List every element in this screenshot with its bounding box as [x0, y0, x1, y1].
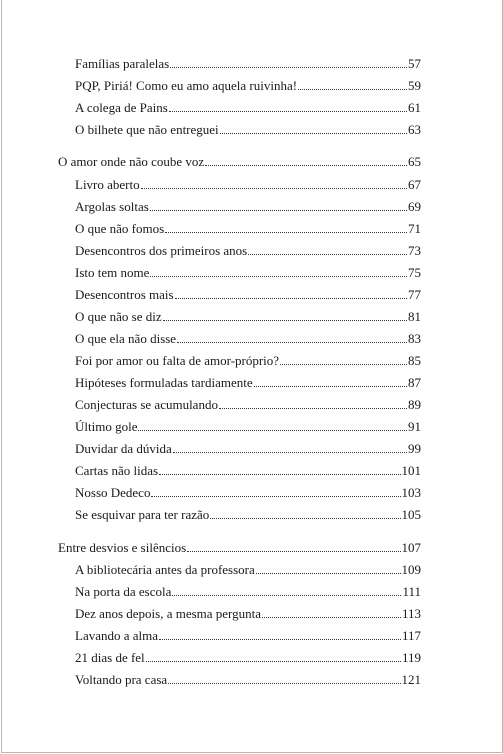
toc-entry-title: 21 dias de fel	[75, 650, 145, 665]
toc-entry-title: Dez anos depois, a mesma pergunta	[75, 606, 262, 621]
toc-page-number: 91	[408, 419, 421, 434]
toc-page-number: 119	[401, 650, 421, 665]
toc-entry-title: A colega de Pains	[75, 100, 168, 115]
toc-entry	[75, 463, 421, 479]
toc-entry-title: Duvidar da dúvida	[75, 441, 172, 456]
toc-entry	[75, 56, 421, 72]
toc-page-number: 67	[408, 177, 421, 192]
toc-page-number: 103	[401, 485, 421, 500]
toc-entry-title: Argolas soltas	[75, 199, 149, 214]
toc-dot-leader	[177, 341, 407, 343]
toc-dot-leader	[210, 517, 400, 519]
toc-dot-leader	[298, 88, 407, 90]
toc-dot-leader	[280, 363, 407, 365]
toc-page-number: 81	[408, 309, 421, 324]
toc-entry-title: Famílias paralelas	[75, 56, 170, 71]
toc-entry-title: Voltando pra casa	[75, 672, 168, 687]
toc-section-entry	[58, 154, 421, 170]
toc-entry-title: Hipóteses formuladas tardiamente	[75, 375, 253, 390]
toc-entry	[75, 100, 421, 116]
toc-entry	[75, 78, 421, 94]
toc-entry	[75, 221, 421, 237]
toc-page-number: 83	[408, 331, 421, 346]
toc-page-number: 101	[401, 463, 421, 478]
toc-dot-leader	[159, 638, 401, 640]
toc-page-number: 117	[401, 628, 421, 643]
toc-dot-leader	[256, 572, 401, 574]
toc-dot-leader	[163, 319, 407, 321]
toc-entry-title: O bilhete que não entreguei	[75, 122, 219, 137]
toc-entry	[75, 199, 421, 215]
toc-entry	[75, 650, 421, 666]
toc-entry-title: A bibliotecária antes da professora	[75, 562, 255, 577]
toc-entry	[75, 419, 421, 435]
toc-dot-leader	[169, 110, 407, 112]
toc-entry-title: Nosso Dedeco	[75, 485, 151, 500]
toc-page-number: 73	[408, 243, 421, 258]
toc-entry	[75, 562, 421, 578]
toc-entry	[75, 628, 421, 644]
toc-dot-leader	[254, 385, 407, 387]
toc-entry	[75, 584, 421, 600]
toc-dot-leader	[168, 682, 400, 684]
toc-dot-leader	[205, 164, 407, 166]
toc-page-number: 85	[408, 353, 421, 368]
toc-page-number: 111	[402, 584, 421, 599]
toc-entry-title: Foi por amor ou falta de amor-próprio?	[75, 353, 280, 368]
toc-page-number: 71	[408, 221, 421, 236]
toc-dot-leader	[146, 660, 401, 662]
toc-page-number: 61	[408, 100, 421, 115]
toc-page-number: 113	[401, 606, 421, 621]
toc-section-entry	[58, 540, 421, 556]
toc-dot-leader	[165, 231, 407, 233]
toc-entry	[75, 672, 421, 688]
toc-dot-leader	[173, 451, 407, 453]
toc-entry-title: Desencontros dos primeiros anos	[75, 243, 248, 258]
document-page	[1, 0, 503, 753]
toc-entry	[75, 507, 421, 523]
toc-page-number: 107	[401, 540, 421, 555]
toc-dot-leader	[170, 66, 407, 68]
toc-entry	[75, 177, 421, 193]
toc-dot-leader	[175, 297, 407, 299]
toc-page-number: 63	[408, 122, 421, 137]
toc-entry	[75, 485, 421, 501]
toc-entry-title: O que não fomos	[75, 221, 165, 236]
toc-entry-title: Entre desvios e silêncios	[58, 540, 187, 555]
toc-dot-leader	[150, 209, 407, 211]
toc-entry	[75, 309, 421, 325]
toc-dot-leader	[159, 473, 400, 475]
toc-dot-leader	[150, 275, 407, 277]
toc-dot-leader	[151, 495, 400, 497]
toc-entry-title: O amor onde não coube voz	[58, 154, 205, 169]
toc-page-number: 69	[408, 199, 421, 214]
toc-dot-leader	[172, 594, 401, 596]
toc-entry-title: Conjecturas se acumulando	[75, 397, 218, 412]
toc-entry-title: Livro aberto	[75, 177, 140, 192]
toc-page-number: 89	[408, 397, 421, 412]
toc-entry	[75, 243, 421, 259]
toc-entry	[75, 122, 421, 138]
toc-entry-title: Cartas não lidas	[75, 463, 159, 478]
toc-dot-leader	[141, 187, 407, 189]
toc-page-number: 75	[408, 265, 421, 280]
toc-entry-title: Se esquivar para ter razão	[75, 507, 210, 522]
toc-entry-title: Desencontros mais	[75, 287, 174, 302]
toc-dot-leader	[219, 407, 407, 409]
toc-page-number: 87	[408, 375, 421, 390]
toc-entry-title: O que não se diz	[75, 309, 162, 324]
toc-entry-title: O que ela não disse	[75, 331, 177, 346]
toc-entry-title: PQP, Piriá! Como eu amo aquela ruivinha!	[75, 78, 298, 93]
toc-entry	[75, 441, 421, 457]
toc-page-number: 59	[408, 78, 421, 93]
toc-page-number: 57	[408, 56, 421, 71]
toc-page-number: 99	[408, 441, 421, 456]
toc-entry	[75, 331, 421, 347]
toc-entry	[75, 287, 421, 303]
toc-page-number: 105	[401, 507, 421, 522]
toc-entry	[75, 265, 421, 281]
toc-dot-leader	[262, 616, 401, 618]
toc-entry	[75, 375, 421, 391]
toc-page-number: 65	[408, 154, 421, 169]
toc-page-number: 121	[401, 672, 421, 687]
toc-entry-title: Lavando a alma	[75, 628, 159, 643]
toc-entry-title: Isto tem nome	[75, 265, 150, 280]
toc-page-number: 77	[408, 287, 421, 302]
toc-entry	[75, 353, 421, 369]
toc-entry-title: Último gole	[75, 419, 138, 434]
toc-dot-leader	[220, 132, 407, 134]
toc-entry	[75, 606, 421, 622]
toc-dot-leader	[138, 429, 407, 431]
toc-entry	[75, 397, 421, 413]
toc-entry-title: Na porta da escola	[75, 584, 172, 599]
toc-page-number: 109	[401, 562, 421, 577]
toc-dot-leader	[187, 550, 400, 552]
toc-dot-leader	[248, 253, 407, 255]
